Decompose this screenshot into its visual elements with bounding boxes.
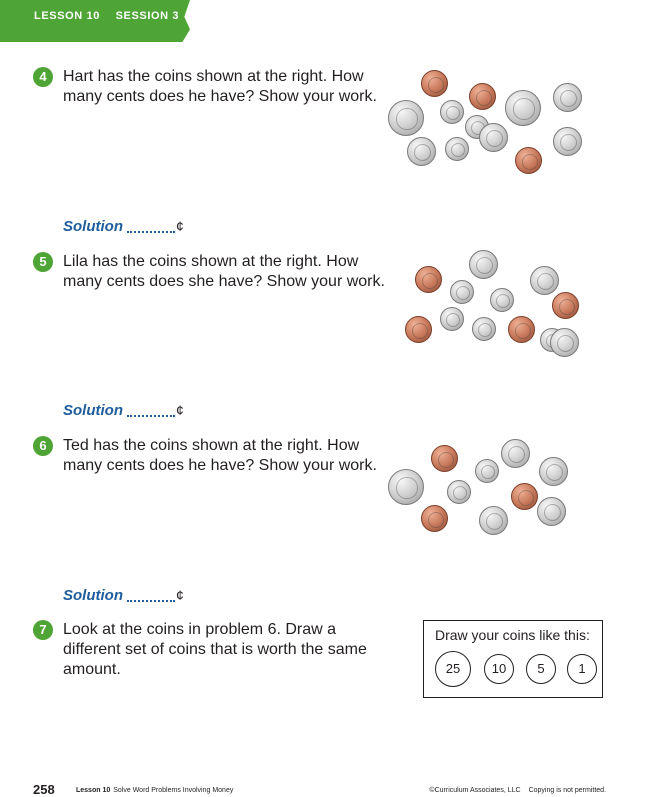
dime-coin: [447, 480, 471, 504]
dime-coin: [440, 100, 464, 124]
page-footer: [0, 782, 646, 797]
quarter-circle: 25: [435, 651, 471, 687]
nickel-coin: [553, 127, 582, 156]
dime-coin: [440, 307, 464, 331]
problem-4: [33, 67, 393, 107]
cents-symbol: ¢: [176, 402, 184, 418]
dime-coin: [472, 317, 496, 341]
problem-number-badge: 5: [33, 252, 53, 272]
penny-coin: [515, 147, 542, 174]
problem-7: [33, 620, 393, 680]
dime-coin: [450, 280, 474, 304]
dime-coin: [475, 459, 499, 483]
draw-coins-box[interactable]: [423, 620, 603, 698]
penny-coin: [421, 70, 448, 97]
lesson-label: LESSON 10: [34, 10, 100, 22]
lesson-session-label: [34, 10, 179, 22]
answer-blank[interactable]: [127, 600, 175, 602]
problem-text: Lila has the coins shown at the right. How many cents does she have? Show your work.: [63, 253, 385, 290]
penny-coin: [431, 445, 458, 472]
penny-coin: [552, 292, 579, 319]
footer-lesson-number: Lesson 10: [76, 787, 111, 794]
quarter-coin: [388, 469, 424, 505]
problem-text: Look at the coins in problem 6. Draw a different set of coins that is worth the same amount.: [63, 621, 367, 678]
page-number: 258: [33, 782, 55, 797]
penny-circle: 1: [567, 654, 597, 684]
problem-number-badge: 7: [33, 620, 53, 640]
footer-lesson-name: Solve Word Problems Involving Money: [113, 787, 234, 794]
nickel-coin: [553, 83, 582, 112]
nickel-coin: [550, 328, 579, 357]
nickel-coin: [469, 250, 498, 279]
cents-symbol: ¢: [176, 218, 184, 234]
solution-line-5: [63, 402, 184, 422]
quarter-coin: [388, 100, 424, 136]
footer-lesson-title: [76, 787, 233, 794]
problem-text: Ted has the coins shown at the right. How many cents does he have? Show your work.: [63, 437, 377, 474]
quarter-coin: [505, 90, 541, 126]
penny-coin: [469, 83, 496, 110]
coin-group-problem-4: [385, 65, 585, 175]
answer-blank[interactable]: [127, 415, 175, 417]
draw-box-title: Draw your coins like this:: [435, 627, 590, 643]
nickel-coin: [530, 266, 559, 295]
penny-coin: [508, 316, 535, 343]
dime-coin: [490, 288, 514, 312]
penny-coin: [415, 266, 442, 293]
footer-copyright: [429, 787, 606, 794]
nickel-coin: [501, 439, 530, 468]
nickel-coin: [479, 506, 508, 535]
session-label: SESSION 3: [115, 10, 180, 22]
problem-number-badge: 6: [33, 436, 53, 456]
solution-line-6: [63, 587, 184, 607]
answer-blank[interactable]: [127, 231, 175, 233]
nickel-coin: [479, 123, 508, 152]
dime-circle: 10: [484, 654, 514, 684]
problem-6: [33, 436, 393, 476]
penny-coin: [421, 505, 448, 532]
coin-group-problem-6: [385, 435, 585, 545]
penny-coin: [405, 316, 432, 343]
problem-number-badge: 4: [33, 67, 53, 87]
nickel-coin: [407, 137, 436, 166]
nickel-coin: [537, 497, 566, 526]
nickel-circle: 5: [526, 654, 556, 684]
coin-group-problem-5: [400, 250, 585, 360]
nickel-coin: [539, 457, 568, 486]
solution-label: Solution: [63, 218, 123, 235]
solution-label: Solution: [63, 587, 123, 604]
copyright-text: ©Curriculum Associates, LLC: [429, 787, 521, 794]
solution-label: Solution: [63, 402, 123, 419]
problem-5: [33, 252, 393, 292]
penny-coin: [511, 483, 538, 510]
cents-symbol: ¢: [176, 587, 184, 603]
copy-notice: Copying is not permitted.: [528, 787, 606, 794]
problem-text: Hart has the coins shown at the right. How many cents does he have? Show your work.: [63, 68, 377, 105]
dime-coin: [445, 137, 469, 161]
solution-line-4: [63, 218, 184, 238]
